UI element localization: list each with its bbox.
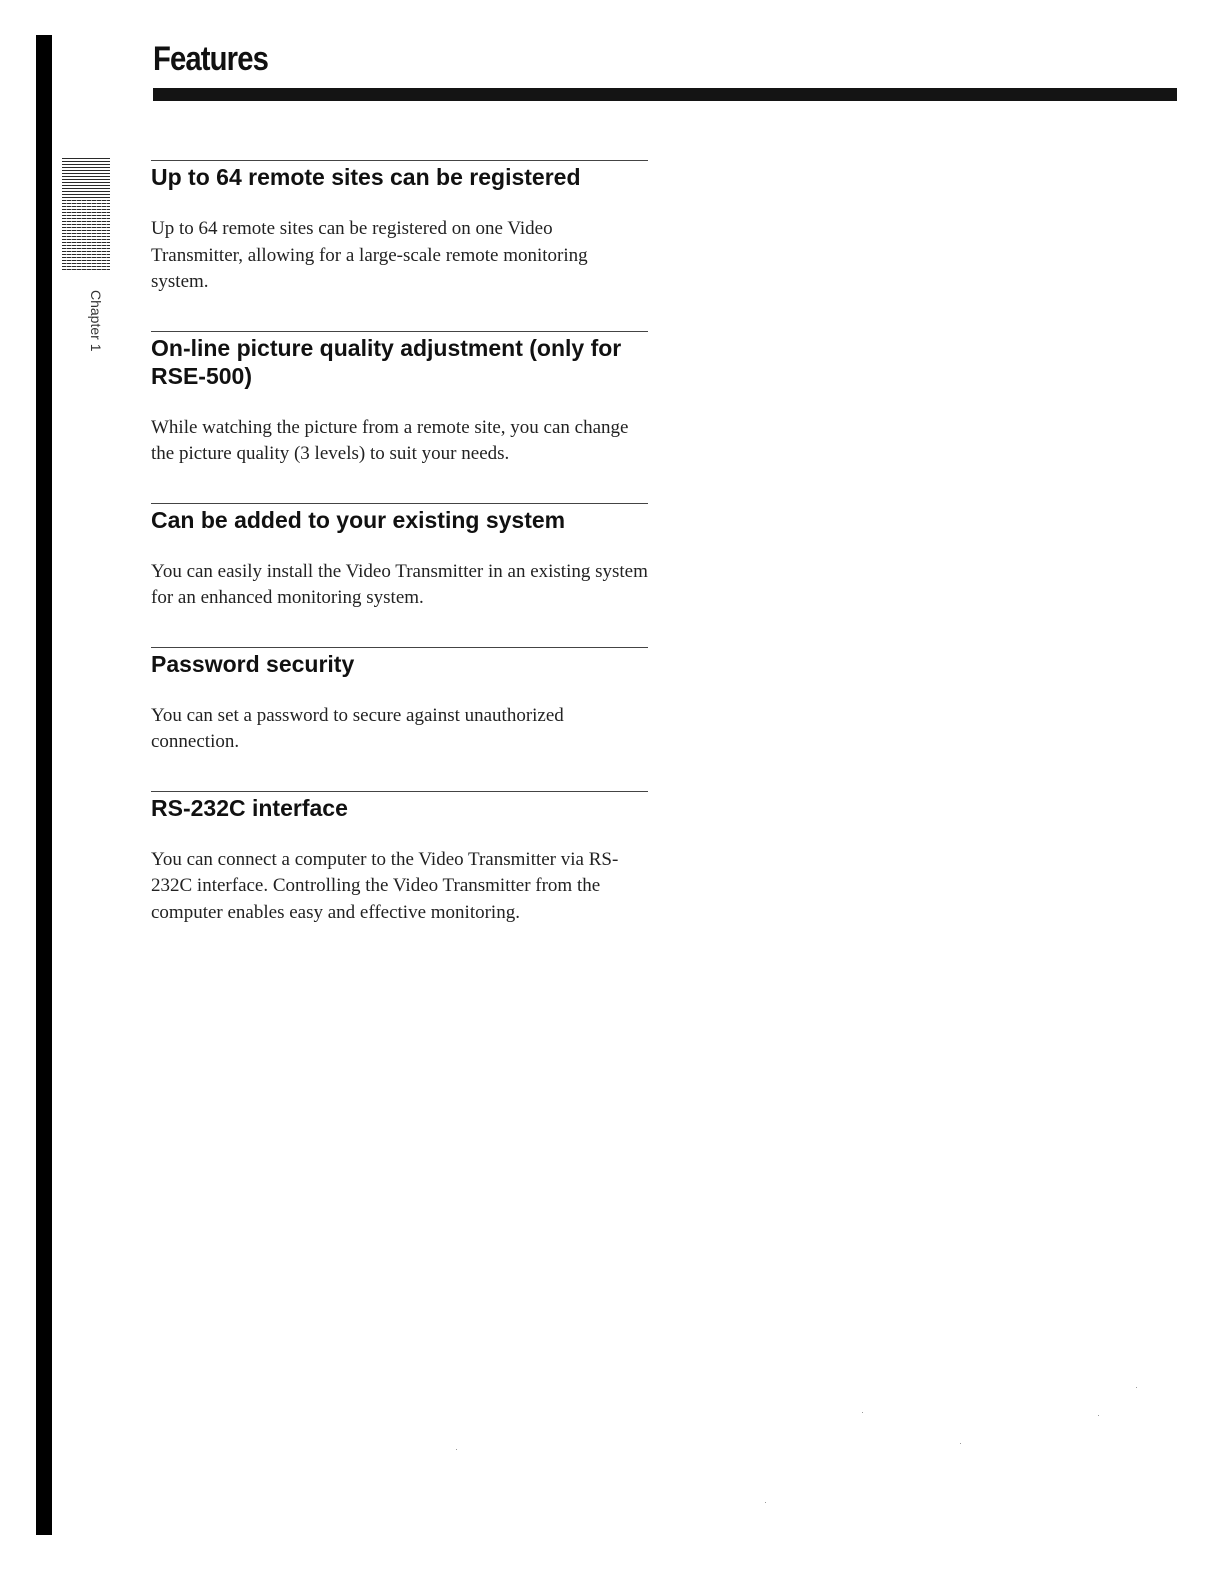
- feature-section: [151, 331, 648, 468]
- scan-speck: [1136, 1387, 1137, 1388]
- page-title: Features: [153, 40, 269, 78]
- features-list: [151, 160, 648, 961]
- feature-heading: Can be added to your existing system: [151, 506, 566, 533]
- binding-edge-bar: [36, 35, 52, 1535]
- feature-heading: Up to 64 remote sites can be registered: [151, 164, 581, 190]
- chapter-thumb-index-marker: [62, 158, 110, 270]
- feature-heading: On-line picture quality adjustment (only for RSE-500): [151, 334, 622, 389]
- feature-section: [151, 647, 648, 756]
- feature-description: You can easily install the Video Transmitter in an existing system for an enhanced monitoring system.: [151, 560, 648, 608]
- feature-description: You can set a password to secure against unauthorized connection.: [151, 704, 564, 752]
- feature-description: You can connect a computer to the Video Transmitter via RS-232C interface. Controlling the Video Transmitter from the computer enables easy and effective monitoring.: [151, 848, 619, 923]
- scan-speck: [456, 1449, 457, 1450]
- scan-speck: [765, 1502, 766, 1503]
- feature-heading: Password security: [151, 650, 355, 677]
- feature-description: While watching the picture from a remote site, you can change the picture quality (3 levels) to suit your needs.: [151, 416, 629, 464]
- feature-section: [151, 160, 648, 296]
- title-rule: [153, 88, 1177, 101]
- scan-speck: [960, 1443, 961, 1444]
- chapter-label: Chapter 1: [88, 290, 104, 352]
- feature-section: [151, 503, 648, 612]
- feature-section: [151, 791, 648, 927]
- scan-speck: [1098, 1415, 1099, 1416]
- feature-description: Up to 64 remote sites can be registered on one Video Transmitter, allowing for a large-scale remote monitoring system.: [151, 218, 588, 292]
- scan-speck: [862, 1412, 863, 1413]
- feature-heading: RS-232C interface: [151, 794, 348, 821]
